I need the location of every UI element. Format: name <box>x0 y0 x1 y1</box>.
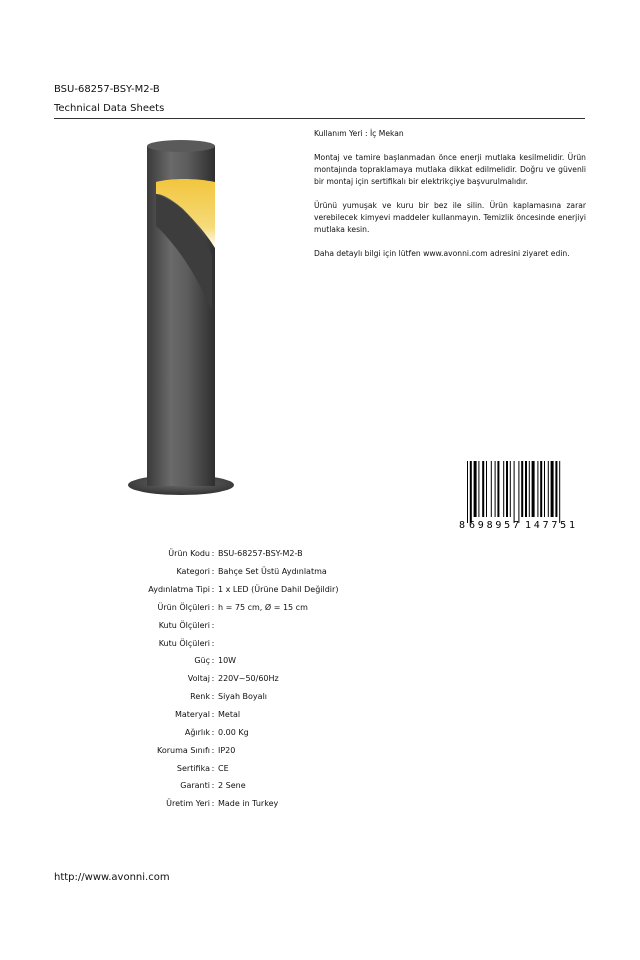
header-product-code: BSU-68257-BSY-M2-B <box>54 84 160 95</box>
spec-value: 220V~50/60Hz <box>218 674 279 684</box>
spec-label: Koruma Sınıfı <box>157 745 210 755</box>
spec-row <box>70 741 338 759</box>
spec-separator: : <box>211 763 215 773</box>
description-block <box>314 128 586 272</box>
spec-label: Kutu Ölçüleri <box>158 620 210 630</box>
spec-separator: : <box>211 781 215 791</box>
spec-value: BSU-68257-BSY-M2-B <box>218 549 303 559</box>
spec-label: Garanti <box>180 781 210 791</box>
spec-value: Bahçe Set Üstü Aydınlatma <box>218 567 327 577</box>
usage-location: Kullanım Yeri : İç Mekan <box>314 129 404 138</box>
spec-separator: : <box>211 745 215 755</box>
spec-separator: : <box>211 692 215 702</box>
spec-value: IP20 <box>218 745 236 755</box>
spec-row <box>70 688 338 706</box>
spec-value: 2 Sene <box>218 781 246 791</box>
spec-label: Güç <box>194 656 210 666</box>
spec-separator: : <box>211 620 215 630</box>
spec-label: Sertifika <box>176 763 210 773</box>
spec-label: Ürün Ölçüleri <box>157 602 210 612</box>
spec-row <box>70 545 338 563</box>
barcode-bars <box>467 461 560 523</box>
spec-label: Kategori <box>176 567 210 577</box>
spec-row <box>70 795 338 813</box>
product-image <box>126 138 236 500</box>
spec-separator: : <box>211 656 215 666</box>
spec-label: Ürün Kodu <box>168 549 210 559</box>
spec-label: Aydınlatma Tipi <box>148 585 210 595</box>
spec-value: 10W <box>218 656 237 666</box>
spec-label: Renk <box>190 692 210 702</box>
spec-value: 0.00 Kg <box>218 727 249 737</box>
footer-website-link[interactable]: http://www.avonni.com <box>54 872 170 883</box>
spec-value: h = 75 cm, Ø = 15 cm <box>218 602 308 612</box>
spec-label: Materyal <box>174 710 210 720</box>
spec-label: Ağırlık <box>184 727 210 737</box>
spec-label: Üretim Yeri <box>166 799 210 809</box>
spec-row <box>70 581 338 599</box>
spec-value: CE <box>218 763 229 773</box>
spec-row <box>70 652 338 670</box>
spec-label: Kutu Ölçüleri <box>158 638 210 648</box>
spec-separator: : <box>211 674 215 684</box>
spec-separator: : <box>211 585 215 595</box>
spec-row <box>70 599 338 617</box>
spec-separator: : <box>211 549 215 559</box>
spec-row <box>70 723 338 741</box>
spec-separator: : <box>211 567 215 577</box>
spec-separator: : <box>211 799 215 809</box>
spec-value: Siyah Boyalı <box>218 692 268 702</box>
description-paragraph: Montaj ve tamire başlanmadan önce enerji mutlaka kesilmelidir. Ürün montajında topraklamaya mutlaka dikkat edilmelidir. Doğru ve güvenli bir montaj için sertifikalı bir elektrikçiye başvurulmalıdır. <box>314 153 586 186</box>
header-subtitle: Technical Data Sheets <box>54 103 165 114</box>
description-paragraph: Ürünü yumuşak ve kuru bir bez ile silin. Ürün kaplamasına zarar verebilecek kimyevi maddeler kullanmayın. Temizlik öncesinde enerjiyi mutlaka kesin. <box>314 201 586 234</box>
spec-row <box>70 777 338 795</box>
description-paragraph: Daha detaylı bilgi için lütfen www.avonni.com adresini ziyaret edin. <box>314 249 570 258</box>
spec-row <box>70 563 338 581</box>
spec-value: Metal <box>218 710 241 720</box>
spec-table <box>70 545 338 813</box>
spec-row <box>70 706 338 724</box>
spec-row <box>70 634 338 652</box>
spec-value: 1 x LED (Ürüne Dahil Değildir) <box>218 585 339 595</box>
spec-row <box>70 759 338 777</box>
barcode-group-2: 147751 <box>525 520 575 531</box>
spec-separator: : <box>211 638 215 648</box>
header-divider <box>54 118 585 119</box>
spec-separator: : <box>211 710 215 720</box>
spec-label: Voltaj <box>187 674 210 684</box>
spec-separator: : <box>211 602 215 612</box>
spec-separator: : <box>211 727 215 737</box>
barcode-first-digit: 8 <box>459 520 466 531</box>
spec-row <box>70 616 338 634</box>
barcode-group-1: 698957 <box>469 520 519 531</box>
spec-row <box>70 670 338 688</box>
spec-value: Made in Turkey <box>218 799 279 809</box>
barcode <box>457 461 585 531</box>
